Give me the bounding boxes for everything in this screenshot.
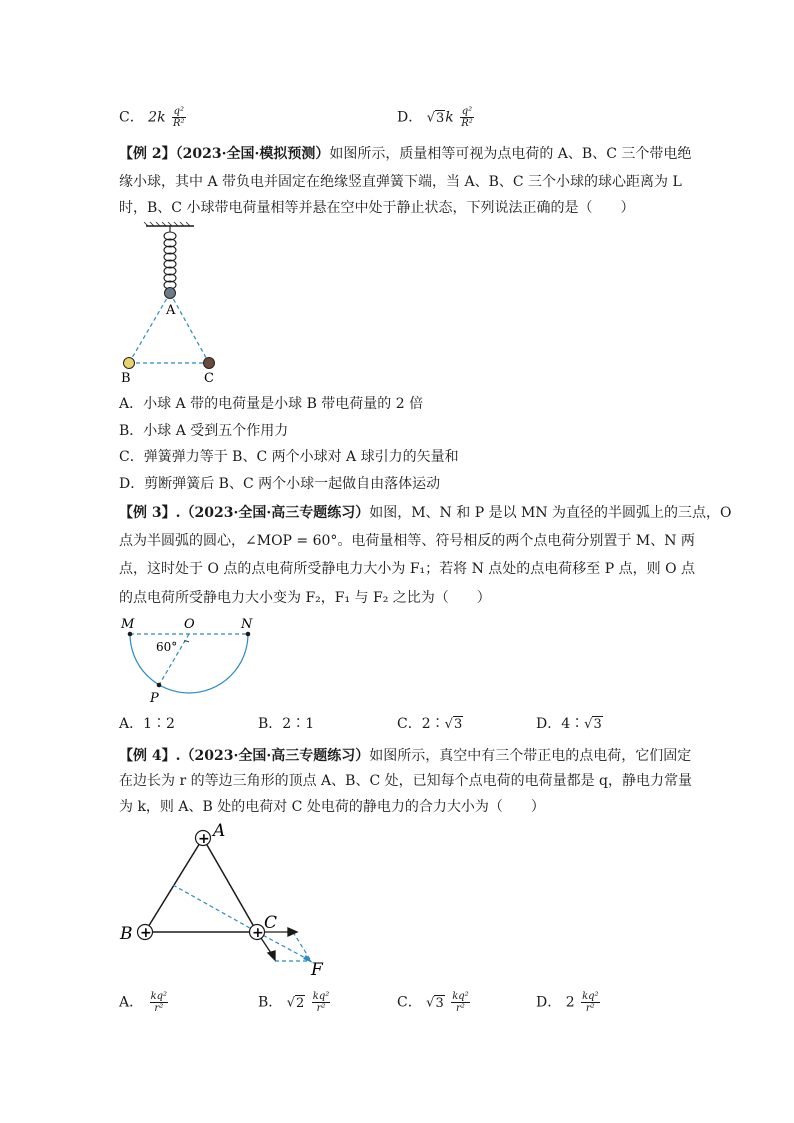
ex2-option-c[interactable]: C．弹簧弹力等于 B、C 两个小球对 A 球引力的矢量和: [119, 449, 459, 465]
label-a: A: [166, 303, 176, 318]
fraction: [312, 991, 330, 1014]
ex3-option-c[interactable]: [397, 714, 463, 735]
label-c: C: [204, 371, 214, 386]
example-source: （2023·全国·模拟预测）: [175, 146, 330, 162]
option-label: C．: [119, 109, 144, 126]
label-c: C: [264, 913, 278, 933]
formula-coef: k: [445, 109, 454, 126]
label-p: P: [150, 691, 159, 706]
fraction: [581, 991, 599, 1014]
ex2-figure: [110, 222, 230, 387]
plus-icon: +: [252, 925, 264, 941]
option-label: D．: [536, 994, 562, 1011]
ex2-line-3: 时，B、C 小球带电荷量相等并悬在空中处于静止状态，下列说法正确的是（ ）: [119, 200, 635, 216]
ball-c: [204, 358, 215, 369]
option-label: C．: [397, 994, 422, 1011]
example-tag: 【例 4】.: [119, 748, 181, 764]
denominator: r²: [154, 1003, 164, 1014]
label-f: F: [311, 960, 323, 980]
fraction: [460, 106, 474, 129]
denominator: R²: [461, 118, 473, 129]
ex4-figure: [115, 822, 355, 982]
point-n: [246, 632, 251, 637]
label-angle: 60°: [156, 640, 178, 654]
label-a: A: [213, 821, 226, 841]
radicand: 2: [296, 995, 305, 1011]
fraction: [172, 106, 186, 129]
sqrt: √3: [444, 717, 463, 732]
sqrt: √3: [426, 995, 444, 1011]
ex4-option-c[interactable]: [397, 991, 472, 1014]
semicircle-arc: [130, 634, 248, 693]
numerator: kq²: [452, 991, 469, 1002]
option-value: 1∶2: [143, 716, 175, 732]
example-tag: 【例 3】.: [119, 505, 181, 521]
sqrt: √2: [286, 995, 305, 1011]
fraction: [150, 991, 168, 1014]
numerator: kq²: [582, 991, 599, 1002]
denominator: r²: [456, 1003, 465, 1014]
question-text: 如图所示，质量相等可视为点电荷的 A、B、C 三个带电绝: [329, 146, 692, 162]
ex4-line-3: 为 k，则 A、B 处的电荷对 C 处电荷的静电力的合力大小为（ ）: [119, 799, 545, 815]
ex3-line-1: [119, 503, 732, 523]
ex4-line-1: [119, 746, 691, 766]
label-b: B: [121, 371, 131, 386]
example-tag: 【例 2】: [119, 146, 176, 162]
radicand: 3: [593, 717, 602, 732]
label-o: O: [184, 617, 195, 632]
ex2-line-2: 缘小球，其中 A 带负电并固定在绝缘竖直弹簧下端，当 A、B、C 三个小球的球心距离为 L: [119, 174, 682, 190]
numerator: q²: [173, 106, 184, 117]
ex2-option-d[interactable]: D．剪断弹簧后 B、C 两个小球一起做自由落体运动: [119, 476, 441, 492]
point-p: [157, 683, 162, 688]
ex3-line-2: 点为半圆弧的圆心，∠MOP = 60°。电荷量相等、符号相反的两个点电荷分别置于 M、N 两: [119, 533, 695, 549]
formula-coef: 2k: [148, 109, 166, 126]
radicand: 3: [435, 995, 444, 1011]
label-m: M: [121, 617, 135, 632]
force-construction-dashed: [173, 885, 311, 961]
option-label: D．: [397, 109, 423, 126]
ex2-line-1: [119, 144, 691, 164]
ex4-option-a[interactable]: [119, 991, 170, 1014]
option-value: 2∶: [421, 716, 445, 732]
ex2-option-b[interactable]: B．小球 A 受到五个作用力: [119, 423, 289, 439]
ex3-figure: [118, 614, 268, 709]
ex3-option-b[interactable]: [258, 714, 314, 734]
option-coef: 2: [565, 994, 575, 1011]
option-label: A．: [119, 716, 144, 732]
option-value: 2∶1: [282, 716, 315, 732]
denominator: r²: [316, 1003, 326, 1014]
ex3-line-3: 点，这时处于 O 点的点电荷所受静电力大小为 F₁；若将 N 点处的点电荷移至 P 点，则 O 点: [119, 561, 696, 577]
spring: [164, 226, 176, 292]
example-source: （2023·全国·高三专题练习）: [180, 748, 370, 764]
ex4-option-d[interactable]: [536, 991, 602, 1014]
ex2-option-a[interactable]: A．小球 A 带的电荷量是小球 B 带电荷量的 2 倍: [119, 396, 424, 412]
numerator: kq²: [312, 991, 330, 1002]
denominator: r²: [585, 1003, 595, 1014]
ex4-line-2: 在边长为 r 的等边三角形的顶点 A、B、C 处，已知每个点电荷的电荷量都是 q，静电力常量: [119, 773, 693, 789]
ex3-line-4: 的点电荷所受静电力大小变为 F₂，F₁ 与 F₂ 之比为（ ）: [119, 590, 491, 606]
point-m: [128, 632, 133, 637]
ex3-option-d[interactable]: [536, 714, 603, 735]
ball-b: [124, 358, 135, 369]
question-text: 如图所示，真空中有三个带正电的点电荷，它们固定: [369, 748, 692, 764]
radicand: 3: [435, 110, 445, 126]
option-label: B．: [258, 716, 283, 732]
numerator: q²: [461, 106, 473, 117]
option-label: C．: [397, 716, 422, 732]
option-value: 4∶: [561, 716, 585, 732]
numerator: kq²: [150, 991, 168, 1002]
plus-icon: +: [198, 831, 210, 847]
option-c[interactable]: [119, 106, 188, 129]
sqrt: √3: [426, 110, 445, 126]
denominator: R²: [173, 118, 185, 129]
label-n: N: [241, 617, 253, 632]
option-label: B．: [258, 994, 283, 1011]
fraction: [451, 991, 469, 1014]
option-d[interactable]: [397, 106, 476, 129]
radicand: 3: [453, 717, 463, 732]
plus-icon: +: [140, 925, 152, 941]
triangle: [145, 838, 257, 932]
option-label: A．: [119, 994, 144, 1011]
label-b: B: [120, 924, 133, 944]
ex3-option-a[interactable]: [119, 714, 175, 734]
question-text: 如图，M、N 和 P 是以 MN 为直径的半圆弧上的三点，O: [369, 505, 732, 521]
example-source: （2023·全国·高三专题练习）: [180, 505, 370, 521]
ball-a: [165, 288, 176, 299]
ex4-option-b[interactable]: [258, 991, 332, 1014]
option-label: D．: [536, 716, 562, 732]
sqrt: √3: [584, 717, 602, 732]
